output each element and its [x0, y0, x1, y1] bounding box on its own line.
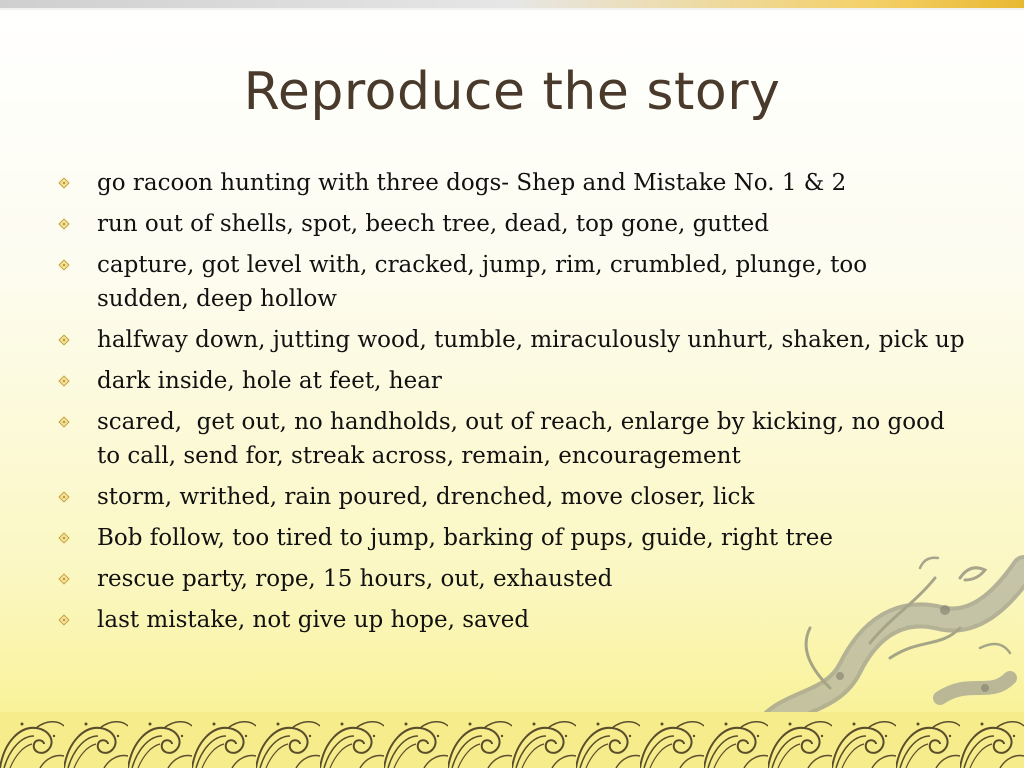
bullet-text: Bob follow, too tired to jump, barking of pups, guide, right tree [97, 525, 833, 551]
list-item [56, 405, 966, 473]
diamond-bullet-icon [58, 416, 69, 427]
bullet-text: halfway down, jutting wood, tumble, miraculously unhurt, shaken, pick up [97, 327, 965, 353]
bullet-text: storm, writhed, rain poured, drenched, move closer, lick [97, 484, 755, 510]
bullet-text: rescue party, rope, 15 hours, out, exhausted [97, 566, 613, 592]
diamond-bullet-icon [58, 532, 69, 543]
bullet-text: run out of shells, spot, beech tree, dead, top gone, gutted [97, 211, 769, 237]
list-item [56, 207, 966, 241]
list-item [56, 480, 966, 514]
bullet-text: last mistake, not give up hope, saved [97, 607, 530, 633]
slide-title: Reproduce the story [243, 62, 781, 122]
bullet-text: dark inside, hole at feet, hear [97, 368, 442, 394]
list-item [56, 323, 966, 357]
diamond-bullet-icon [58, 177, 69, 188]
diamond-bullet-icon [58, 259, 69, 270]
bullet-text: capture, got level with, cracked, jump, rim, crumbled, plunge, too sudden, deep hollow [97, 252, 868, 312]
diamond-bullet-icon [58, 573, 69, 584]
diamond-bullet-icon [58, 375, 69, 386]
top-accent-stripe [0, 0, 1024, 8]
bullet-text: go racoon hunting with three dogs- Shep and Mistake No. 1 & 2 [97, 170, 847, 196]
list-item [56, 166, 966, 200]
diamond-bullet-icon [58, 334, 69, 345]
list-item [56, 364, 966, 398]
ocean-wave-pattern [0, 712, 1024, 768]
bullet-text: scared, get out, no handholds, out of reach, enlarge by kicking, no good to call, send for, streak across, remain, encouragement [97, 409, 952, 469]
diamond-bullet-icon [58, 491, 69, 502]
diamond-bullet-icon [58, 614, 69, 625]
diamond-bullet-icon [58, 218, 69, 229]
list-item [56, 248, 966, 316]
